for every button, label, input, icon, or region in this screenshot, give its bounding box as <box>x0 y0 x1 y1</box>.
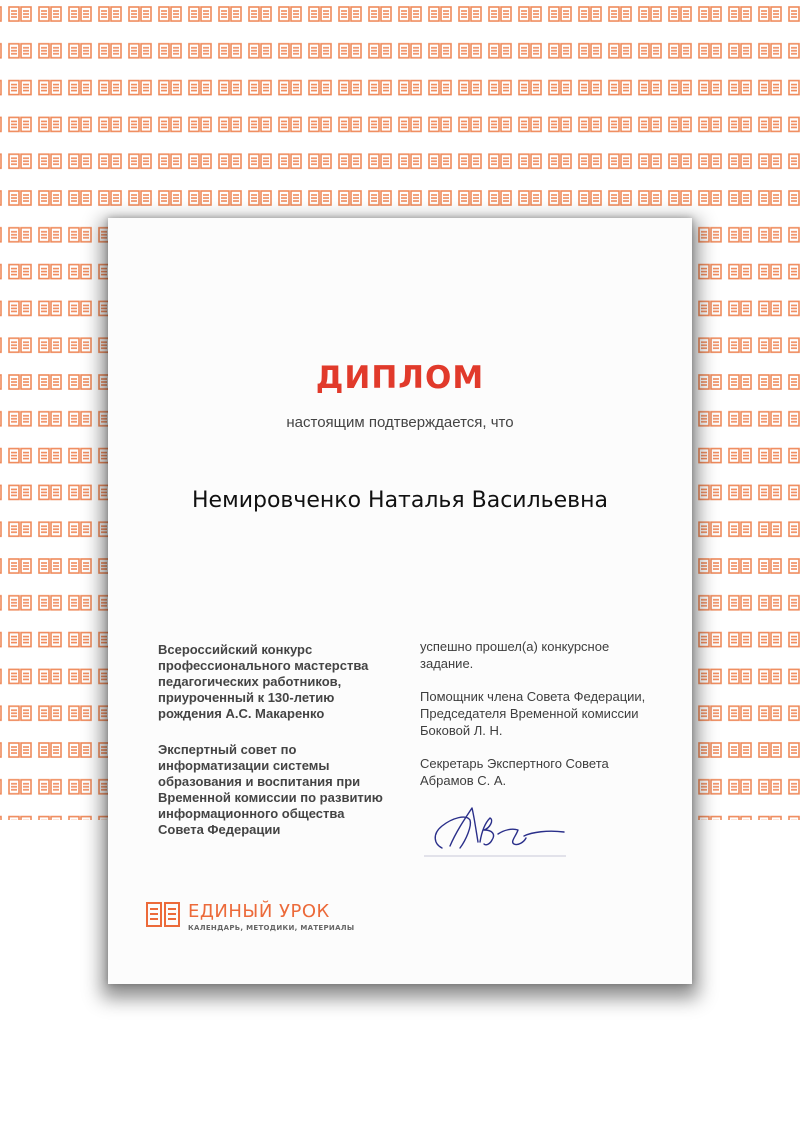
completion-status: успешно прошел(а) конкурсное задание. <box>420 639 610 671</box>
left-column <box>158 642 408 838</box>
secretary-signatory: Секретарь Экспертного Совета Абрамов С. А. <box>420 756 609 788</box>
diploma-subtitle: настоящим подтверждается, что <box>286 414 514 431</box>
brand-logo <box>146 900 406 936</box>
logo-name: ЕДИНЫЙ УРОК <box>188 901 330 922</box>
handwritten-signature <box>420 796 570 860</box>
diploma-title: ДИПЛОМ <box>315 360 485 396</box>
diploma-sheet <box>108 218 692 984</box>
assistant-signatory: Помощник члена Совета Федерации, Председателя Временной комиссии Боковой Л. Н. <box>420 689 646 738</box>
recipient-name: Немировченко Наталья Васильевна <box>192 488 608 513</box>
right-column <box>420 638 670 789</box>
logo-tagline: КАЛЕНДАРЬ, МЕТОДИКИ, МАТЕРИАЛЫ <box>188 924 355 932</box>
contest-description: Всероссийский конкурс профессионального мастерства педагогических работников, приуроченный к 130-летию рождения А.С. Макаренко <box>158 642 369 721</box>
open-book-icon <box>146 902 180 928</box>
expert-council: Экспертный совет по информатизации системы образования и воспитания при Временной комиссии по развитию информационного общества Совета Федерации <box>158 742 383 837</box>
